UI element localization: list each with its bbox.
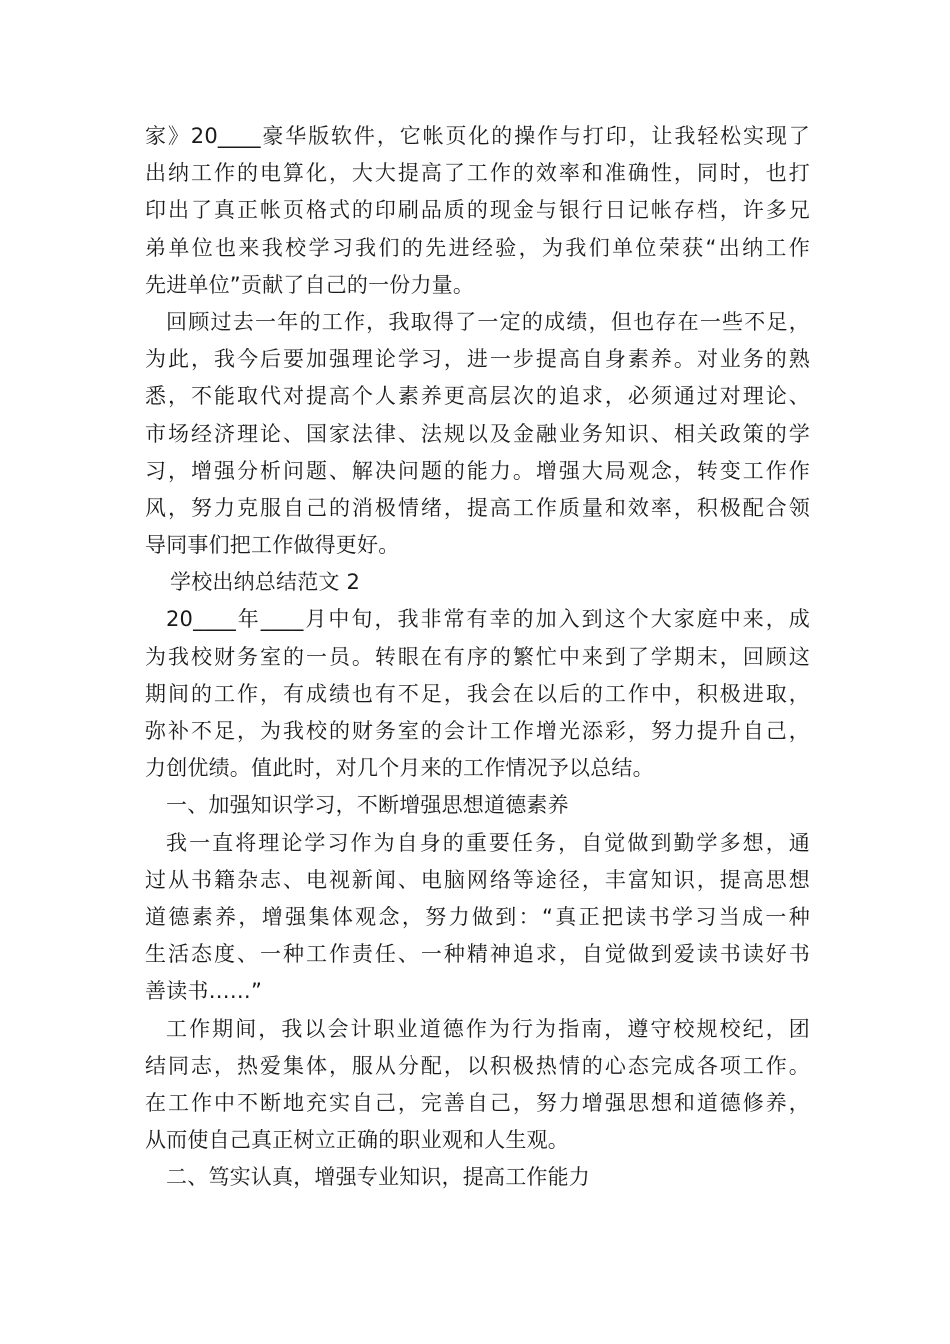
text-line: 工作期间，我以会计职业道德作为行为指南，遵守校规校纪，团 [166,1016,810,1041]
text-line: 家》20____豪华版软件，它帐页化的操作与打印，让我轻松实现了 [145,124,810,148]
text-line: 在工作中不断地充实自己，完善自己，努力增强思想和道德修养， [145,1090,810,1115]
text-line: 习，增强分析问题、解决问题的能力。增强大局观念，转变工作作 [145,458,810,483]
text-line: 风，努力克服自己的消极情绪，提高工作质量和效率，积极配合领 [145,495,810,520]
text-line: 出纳工作的电算化，大大提高了工作的效率和准确性，同时，也打 [145,161,810,186]
text-line: 市场经济理论、国家法律、法规以及金融业务知识、相关政策的学 [145,421,810,446]
text-line: 为我校财务室的一员。转眼在有序的繁忙中来到了学期末，回顾这 [145,644,810,669]
text-line: 过从书籍杂志、电视新闻、电脑网络等途径，丰富知识，提高思想 [145,867,810,892]
text-line: 二、笃实认真，增强专业知识，提高工作能力 [166,1165,590,1190]
document-body [145,118,810,1196]
text-line: 回顾过去一年的工作，我取得了一定的成绩，但也存在一些不足， [166,309,810,334]
text-line: 期间的工作，有成绩也有不足，我会在以后的工作中，积极进取， [145,681,810,706]
text-line: 学校出纳总结范文 2 [170,570,361,595]
text-line: 我一直将理论学习作为自身的重要任务，自觉做到勤学多想，通 [166,830,810,855]
text-line: 从而使自己真正树立正确的职业观和人生观。 [145,1128,569,1153]
text-line: 导同事们把工作做得更好。 [145,533,400,558]
text-line: 弟单位也来我校学习我们的先进经验，为我们单位荣获“出纳工作 [145,235,810,260]
text-line: 印出了真正帐页格式的印刷品质的现金与银行日记帐存档，许多兄 [145,198,810,223]
text-line: 悉，不能取代对提高个人素养更高层次的追求，必须通过对理论、 [145,384,810,409]
text-line: 弥补不足，为我校的财务室的会计工作增光添彩，努力提升自己， [145,719,810,743]
text-line: 结同志，热爱集体，服从分配，以积极热情的心态完成各项工作。 [145,1053,810,1078]
text-line: 生活态度、一种工作责任、一种精神追求，自觉做到爱读书读好书 [145,942,810,967]
text-line: 先进单位”贡献了自己的一份力量。 [145,272,475,297]
text-line: 力创优绩。值此时，对几个月来的工作情况予以总结。 [145,756,654,781]
text-line: 为此，我今后要加强理论学习，进一步提高自身素养。对业务的熟 [145,347,810,372]
text-line: 道德素养，增强集体观念，努力做到：“真正把读书学习当成一种 [145,904,810,929]
text-line: 一、加强知识学习，不断增强思想道德素养 [166,793,569,818]
text-line: 善读书……” [145,979,263,1004]
text-line: 20____年____月中旬，我非常有幸的加入到这个大家庭中来，成 [166,607,810,632]
